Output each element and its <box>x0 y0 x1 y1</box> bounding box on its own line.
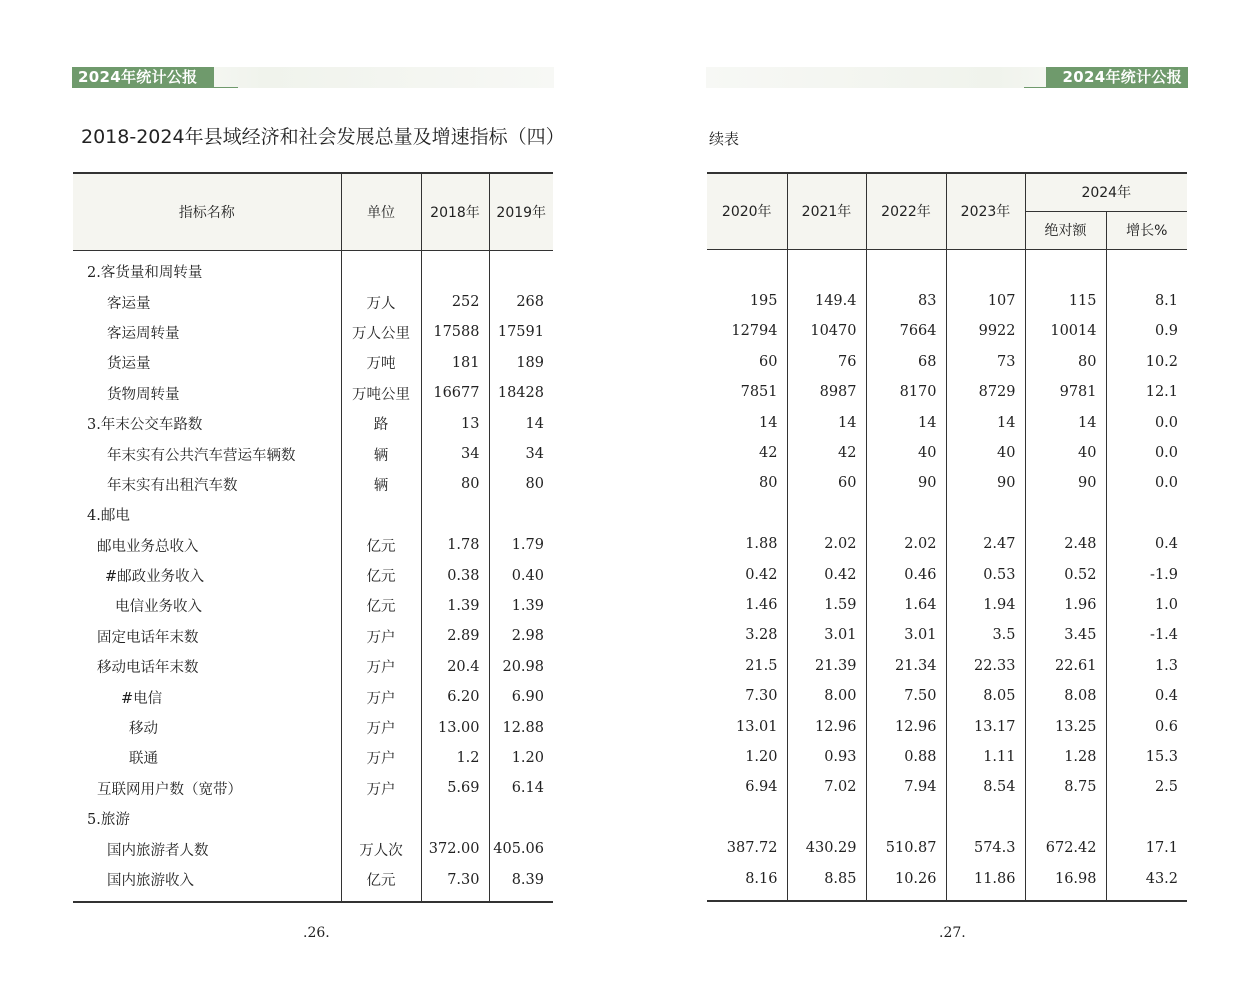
value-cell: 10014 <box>1025 316 1106 346</box>
value-cell: 0.0 <box>1154 475 1179 492</box>
value-cell: 20.98 <box>502 658 544 675</box>
value-cell: 34 <box>421 439 489 469</box>
table-row <box>73 250 553 287</box>
indicator-name: 邮电业务总收入 <box>73 530 341 560</box>
value-cell: 0.38 <box>421 560 489 590</box>
unit-cell: 万户 <box>341 621 421 651</box>
value-cell <box>866 249 946 286</box>
value-cell <box>1106 249 1187 286</box>
value-cell: 430.29 <box>787 833 866 863</box>
table-row <box>73 317 553 347</box>
indicator-name: 年末实有出租汽车数 <box>73 469 341 499</box>
value-cell: 12.96 <box>787 711 866 741</box>
value-cell: 40 <box>946 438 1025 468</box>
value-cell <box>421 250 489 287</box>
value-cell: 16677 <box>421 378 489 408</box>
indicator-name: 国内旅游收入 <box>73 864 341 901</box>
value-cell: 9781 <box>1025 377 1106 407</box>
value-cell: 1.88 <box>707 529 787 559</box>
indicator-name: 电信业务收入 <box>73 591 341 621</box>
value-cell: 40 <box>866 438 946 468</box>
table-row <box>707 742 1187 772</box>
table-row <box>707 468 1187 498</box>
value-cell: 21.5 <box>707 651 787 681</box>
right-table-header-row <box>707 173 1187 211</box>
value-cell: 0.6 <box>1154 718 1179 735</box>
indicator-name: 互联网用户数（宽带） <box>73 773 341 803</box>
value-cell: 1.39 <box>421 591 489 621</box>
table-row <box>707 559 1187 589</box>
indicator-name: 5.旅游 <box>73 804 341 834</box>
value-cell: 189 <box>516 354 544 371</box>
right-page <box>630 0 1259 998</box>
col-header-2019: 2019年 <box>496 204 547 221</box>
value-cell: 21.34 <box>866 651 946 681</box>
unit-cell <box>341 500 421 530</box>
value-cell: -1.9 <box>1150 566 1179 583</box>
value-cell: 80 <box>525 476 544 493</box>
value-cell: 60 <box>787 468 866 498</box>
value-cell: 8.16 <box>707 863 787 900</box>
header-rule-right <box>1024 87 1046 88</box>
indicator-name: 客运周转量 <box>73 317 341 347</box>
value-cell: 268 <box>516 294 544 311</box>
indicator-name: 货运量 <box>73 348 341 378</box>
unit-cell <box>341 250 421 287</box>
value-cell: 7.50 <box>866 681 946 711</box>
value-cell: 6.20 <box>421 682 489 712</box>
value-cell: 14 <box>525 415 544 432</box>
value-cell: 7.30 <box>707 681 787 711</box>
value-cell: 12.1 <box>1145 384 1179 401</box>
table-row <box>73 560 553 590</box>
table-row <box>707 772 1187 802</box>
table-row <box>707 377 1187 407</box>
value-cell: 3.5 <box>946 620 1025 650</box>
value-cell: 90 <box>946 468 1025 498</box>
unit-cell: 万户 <box>341 712 421 742</box>
value-cell: 8170 <box>866 377 946 407</box>
indicator-name: 4.邮电 <box>73 500 341 530</box>
value-cell: 6.94 <box>707 772 787 802</box>
value-cell: 15.3 <box>1145 748 1179 765</box>
value-cell: 0.46 <box>866 559 946 589</box>
value-cell: 8.85 <box>787 863 866 900</box>
value-cell: 8.39 <box>511 871 544 888</box>
value-cell <box>1025 803 1106 833</box>
table-row <box>73 652 553 682</box>
value-cell <box>787 803 866 833</box>
value-cell: 405.06 <box>493 841 544 858</box>
value-cell: 7.94 <box>866 772 946 802</box>
indicator-name: 货物周转量 <box>73 378 341 408</box>
running-header-right <box>706 67 1188 88</box>
value-cell: 7.02 <box>787 772 866 802</box>
value-cell: 10470 <box>787 316 866 346</box>
indicator-name: #电信 <box>73 682 341 712</box>
value-cell: 12.96 <box>866 711 946 741</box>
value-cell <box>1106 803 1187 833</box>
value-cell: 6.14 <box>511 780 544 797</box>
value-cell: 2.48 <box>1025 529 1106 559</box>
value-cell: 5.69 <box>421 773 489 803</box>
value-cell: 2.5 <box>1154 779 1179 796</box>
value-cell: 14 <box>787 407 866 437</box>
value-cell: 0.93 <box>787 742 866 772</box>
unit-cell: 亿元 <box>341 591 421 621</box>
value-cell: 14 <box>946 407 1025 437</box>
value-cell: 0.42 <box>787 559 866 589</box>
value-cell <box>866 803 946 833</box>
table-row <box>707 863 1187 900</box>
value-cell: 252 <box>421 287 489 317</box>
table-row <box>73 743 553 773</box>
value-cell: 8.05 <box>946 681 1025 711</box>
value-cell: 0.88 <box>866 742 946 772</box>
value-cell: 14 <box>1025 407 1106 437</box>
table-row <box>73 500 553 530</box>
unit-cell: 万户 <box>341 773 421 803</box>
value-cell: 3.28 <box>707 620 787 650</box>
value-cell <box>1025 249 1106 286</box>
value-cell: 195 <box>707 286 787 316</box>
value-cell: 107 <box>946 286 1025 316</box>
right-table <box>707 172 1187 902</box>
value-cell: 8.54 <box>946 772 1025 802</box>
table-row <box>73 287 553 317</box>
value-cell: 8.1 <box>1154 293 1179 310</box>
value-cell <box>1025 499 1106 529</box>
value-cell <box>707 499 787 529</box>
table-row <box>73 408 553 438</box>
running-header-left <box>72 67 554 88</box>
table-row <box>73 348 553 378</box>
value-cell <box>866 499 946 529</box>
unit-cell: 万吨公里 <box>341 378 421 408</box>
unit-cell: 亿元 <box>341 560 421 590</box>
table-title: 2018-2024年县域经济和社会发展总量及增速指标（四） <box>81 126 565 148</box>
col-header-2018: 2018年 <box>421 173 489 250</box>
value-cell <box>946 499 1025 529</box>
col-header-2022: 2022年 <box>866 173 946 249</box>
indicator-name: 固定电话年末数 <box>73 621 341 651</box>
value-cell <box>421 804 489 834</box>
unit-cell: 万户 <box>341 652 421 682</box>
value-cell: 2.89 <box>421 621 489 651</box>
value-cell: 13.00 <box>421 712 489 742</box>
table-row <box>73 682 553 712</box>
value-cell: 115 <box>1025 286 1106 316</box>
value-cell: 7664 <box>866 316 946 346</box>
value-cell: 12.88 <box>502 719 544 736</box>
col-header-2024-group: 2024年 <box>1081 185 1132 202</box>
value-cell: 372.00 <box>421 834 489 864</box>
value-cell: 0.0 <box>1154 445 1179 462</box>
value-cell: 149.4 <box>787 286 866 316</box>
unit-cell: 路 <box>341 408 421 438</box>
value-cell: 3.01 <box>866 620 946 650</box>
value-cell: 0.53 <box>946 559 1025 589</box>
value-cell <box>787 249 866 286</box>
value-cell: 1.2 <box>421 743 489 773</box>
value-cell: 1.59 <box>787 590 866 620</box>
table-row <box>707 590 1187 620</box>
value-cell: 68 <box>866 347 946 377</box>
value-cell: 387.72 <box>707 833 787 863</box>
table-row <box>707 651 1187 681</box>
value-cell: 17588 <box>421 317 489 347</box>
value-cell: 574.3 <box>946 833 1025 863</box>
value-cell: 13 <box>421 408 489 438</box>
page-number-right: .27. <box>939 925 966 941</box>
table-row <box>73 530 553 560</box>
value-cell <box>707 803 787 833</box>
value-cell: 90 <box>866 468 946 498</box>
value-cell: 1.11 <box>946 742 1025 772</box>
value-cell: 40 <box>1025 438 1106 468</box>
value-cell: 16.98 <box>1025 863 1106 900</box>
col-header-indicator: 指标名称 <box>73 173 341 250</box>
value-cell: 2.02 <box>787 529 866 559</box>
table-row <box>707 620 1187 650</box>
table-row <box>73 591 553 621</box>
indicator-name: 年末实有公共汽车营运车辆数 <box>73 439 341 469</box>
value-cell: 181 <box>421 348 489 378</box>
value-cell: 8.08 <box>1025 681 1106 711</box>
value-cell <box>489 500 553 530</box>
value-cell: 83 <box>866 286 946 316</box>
indicator-name: 2.客货量和周转量 <box>73 250 341 287</box>
value-cell <box>1106 499 1187 529</box>
unit-cell: 亿元 <box>341 530 421 560</box>
right-table-body <box>707 249 1187 901</box>
continued-label: 续表 <box>709 130 740 148</box>
table-row <box>73 378 553 408</box>
value-cell: 1.79 <box>511 537 544 554</box>
running-header-label-left: 2024年统计公报 <box>72 67 214 88</box>
value-cell: 0.4 <box>1154 688 1179 705</box>
value-cell: 1.64 <box>866 590 946 620</box>
value-cell: -1.4 <box>1150 627 1179 644</box>
value-cell: 90 <box>1025 468 1106 498</box>
value-cell: 10.26 <box>866 863 946 900</box>
unit-cell: 万人 <box>341 287 421 317</box>
indicator-name: 国内旅游者人数 <box>73 834 341 864</box>
header-rule-left <box>202 87 238 88</box>
table-row <box>707 681 1187 711</box>
value-cell: 7851 <box>707 377 787 407</box>
value-cell: 17591 <box>497 324 544 341</box>
unit-cell: 万户 <box>341 743 421 773</box>
value-cell <box>489 250 553 287</box>
col-header-absolute: 绝对额 <box>1025 211 1106 249</box>
value-cell: 1.46 <box>707 590 787 620</box>
value-cell: 0.52 <box>1025 559 1106 589</box>
value-cell: 18428 <box>497 385 544 402</box>
value-cell: 42 <box>707 438 787 468</box>
col-header-2023: 2023年 <box>946 173 1025 249</box>
table-row <box>707 347 1187 377</box>
indicator-name: 移动电话年末数 <box>73 652 341 682</box>
value-cell: 9922 <box>946 316 1025 346</box>
table-row <box>707 711 1187 741</box>
indicator-name: 移动 <box>73 712 341 742</box>
table-row <box>73 712 553 742</box>
value-cell: 11.86 <box>946 863 1025 900</box>
value-cell: 1.96 <box>1025 590 1106 620</box>
col-header-unit: 单位 <box>341 173 421 250</box>
value-cell <box>489 804 553 834</box>
value-cell: 22.33 <box>946 651 1025 681</box>
col-header-growth: 增长% <box>1106 211 1187 249</box>
value-cell: 17.1 <box>1145 840 1179 857</box>
value-cell: 73 <box>946 347 1025 377</box>
unit-cell: 万户 <box>341 682 421 712</box>
indicator-name: 客运量 <box>73 287 341 317</box>
value-cell: 1.20 <box>707 742 787 772</box>
table-row <box>707 803 1187 833</box>
page-number-left: .26. <box>303 925 330 941</box>
table-row <box>73 773 553 803</box>
value-cell <box>787 499 866 529</box>
table-row <box>73 439 553 469</box>
value-cell: 10.2 <box>1145 353 1179 370</box>
table-row <box>73 834 553 864</box>
value-cell: 60 <box>707 347 787 377</box>
value-cell: 14 <box>707 407 787 437</box>
unit-cell: 亿元 <box>341 864 421 901</box>
value-cell: 7.30 <box>421 864 489 901</box>
value-cell <box>707 249 787 286</box>
value-cell: 3.45 <box>1025 620 1106 650</box>
table-row <box>73 469 553 499</box>
value-cell: 3.01 <box>787 620 866 650</box>
value-cell: 2.02 <box>866 529 946 559</box>
table-row <box>707 407 1187 437</box>
table-row <box>707 833 1187 863</box>
value-cell: 2.98 <box>511 628 544 645</box>
unit-cell: 万人次 <box>341 834 421 864</box>
value-cell: 20.4 <box>421 652 489 682</box>
indicator-name: #邮政业务收入 <box>73 560 341 590</box>
unit-cell: 辆 <box>341 469 421 499</box>
value-cell: 672.42 <box>1025 833 1106 863</box>
col-header-2020: 2020年 <box>707 173 787 249</box>
value-cell: 80 <box>707 468 787 498</box>
value-cell: 43.2 <box>1145 870 1179 887</box>
col-header-2021: 2021年 <box>787 173 866 249</box>
unit-cell: 万人公里 <box>341 317 421 347</box>
value-cell: 1.39 <box>511 597 544 614</box>
value-cell: 0.9 <box>1154 323 1179 340</box>
indicator-name: 联通 <box>73 743 341 773</box>
table-row <box>707 499 1187 529</box>
value-cell: 0.4 <box>1154 536 1179 553</box>
value-cell: 8987 <box>787 377 866 407</box>
value-cell <box>946 249 1025 286</box>
table-row <box>73 621 553 651</box>
value-cell: 1.3 <box>1154 657 1179 674</box>
value-cell: 1.20 <box>511 749 544 766</box>
value-cell: 510.87 <box>866 833 946 863</box>
value-cell: 76 <box>787 347 866 377</box>
value-cell: 13.25 <box>1025 711 1106 741</box>
value-cell: 12794 <box>707 316 787 346</box>
unit-cell: 万吨 <box>341 348 421 378</box>
value-cell <box>421 500 489 530</box>
value-cell: 8.75 <box>1025 772 1106 802</box>
value-cell: 0.42 <box>707 559 787 589</box>
value-cell: 1.78 <box>421 530 489 560</box>
value-cell: 80 <box>1025 347 1106 377</box>
table-row <box>707 316 1187 346</box>
value-cell <box>946 803 1025 833</box>
table-row <box>707 529 1187 559</box>
value-cell: 22.61 <box>1025 651 1106 681</box>
unit-cell <box>341 804 421 834</box>
value-cell: 6.90 <box>511 689 544 706</box>
indicator-name: 3.年末公交车路数 <box>73 408 341 438</box>
left-table <box>73 172 553 903</box>
value-cell: 80 <box>421 469 489 499</box>
table-row <box>73 864 553 901</box>
value-cell: 1.94 <box>946 590 1025 620</box>
value-cell: 2.47 <box>946 529 1025 559</box>
table-row <box>707 438 1187 468</box>
value-cell: 1.28 <box>1025 742 1106 772</box>
value-cell: 42 <box>787 438 866 468</box>
value-cell: 13.17 <box>946 711 1025 741</box>
value-cell: 21.39 <box>787 651 866 681</box>
unit-cell: 辆 <box>341 439 421 469</box>
running-header-label-right: 2024年统计公报 <box>1046 67 1188 88</box>
value-cell: 8.00 <box>787 681 866 711</box>
table-row <box>73 804 553 834</box>
value-cell: 0.0 <box>1154 414 1179 431</box>
value-cell: 14 <box>866 407 946 437</box>
table-row <box>707 286 1187 316</box>
value-cell: 0.40 <box>511 567 544 584</box>
value-cell: 1.0 <box>1154 596 1179 613</box>
value-cell: 34 <box>525 446 544 463</box>
left-table-header-row <box>73 173 553 250</box>
left-table-body <box>73 250 553 902</box>
value-cell: 13.01 <box>707 711 787 741</box>
value-cell: 8729 <box>946 377 1025 407</box>
table-row <box>707 249 1187 286</box>
